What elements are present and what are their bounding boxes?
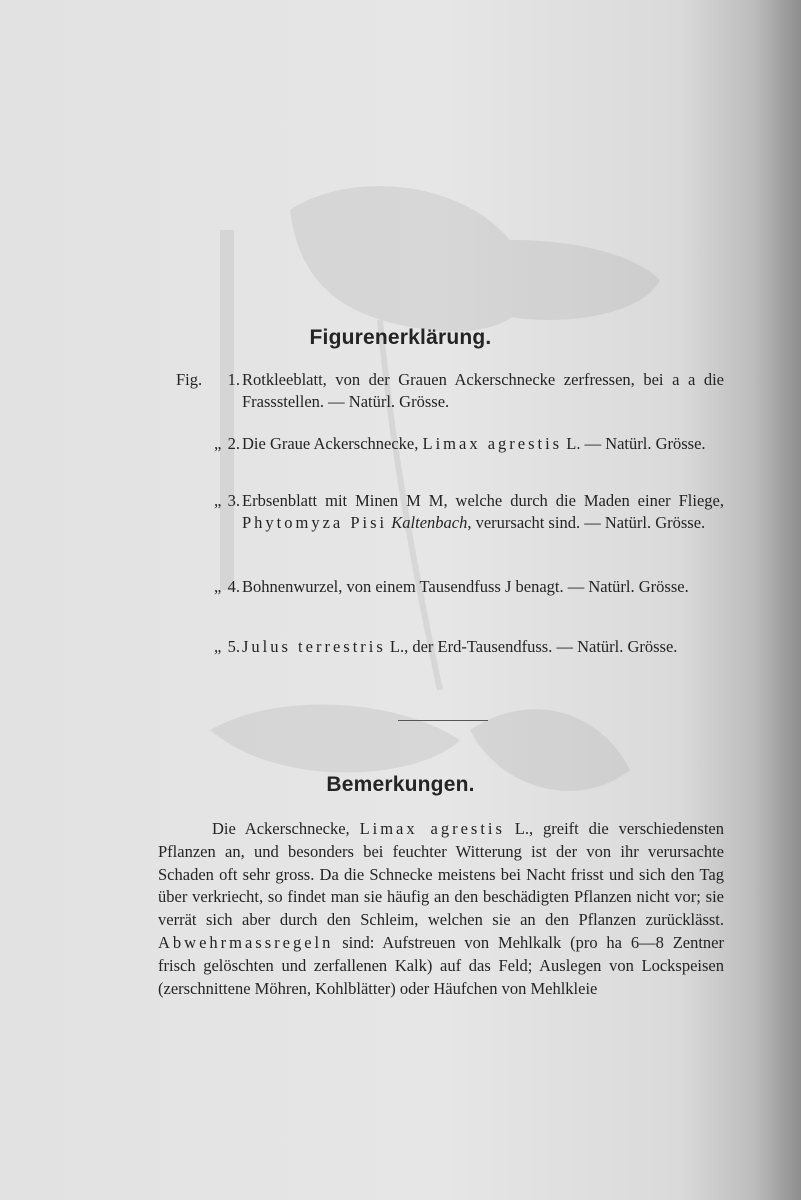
figure-number: 4. [227, 577, 240, 596]
species-name: Julus terrestris [242, 637, 386, 656]
figure-number: 1. [227, 370, 240, 389]
species-name: Phytomyza Pisi [242, 513, 388, 532]
figure-prefix: „ [214, 491, 222, 510]
figure-number: 2. [227, 434, 240, 453]
figure-caption: Erbsenblatt mit Minen M M, welche durch die Maden einer Fliege, Phytomyza Pisi Kaltenbach, verursacht sind. — Natürl. Grösse. [242, 491, 724, 532]
remarks-body [158, 818, 724, 1000]
figure-item-5 [176, 636, 724, 658]
figure-item-4 [176, 576, 724, 598]
figure-prefix: Fig. [176, 370, 203, 389]
remarks-paragraph: Die Ackerschnecke, Limax agrestis L., greift die verschiedensten Pflanzen an, und besonders bei feuchter Witterung ist der von ihr verursachte Schaden oft sehr gross. Da die Schnecke meistens bei Nacht frisst und sich den Tag über verkriecht, so findet man sie häufig an den beschädigten Pflanzen nicht vor; sie verrät sich aber durch den Schleim, welchen sie an den Pflanzen zurücklässt. Abwehrmassregeln sind: Aufstreuen von Mehlkalk (pro ha 6—8 Zentner frisch gelöschten und zerfallenen Kalk) auf das Feld; Auslegen von Lockspeisen (zerschnittene Möhren, Kohlblätter) oder Häufchen von Mehlkleie [158, 819, 725, 998]
figure-item-3 [176, 490, 724, 534]
remarks-heading: Bemerkungen. [326, 773, 475, 796]
figure-number: 5. [227, 637, 240, 656]
figure-item-1 [176, 369, 724, 413]
figure-prefix: „ [214, 434, 222, 453]
emphasis-term: Abwehrmassregeln [158, 932, 334, 952]
figures-heading: Figurenerklärung. [309, 326, 492, 349]
figure-caption: Bohnenwurzel, von einem Tausendfuss J benagt. — Natürl. Grösse. [242, 577, 689, 596]
figure-item-2 [176, 433, 724, 455]
species-name: Limax agrestis [359, 819, 505, 838]
species-name: Limax agrestis [422, 434, 563, 453]
figure-prefix: „ [214, 577, 222, 596]
figure-caption: Rotkleeblatt, von der Grauen Ackerschnecke zerfressen, bei a a die Frassstellen. — Natürl. Grösse. [242, 370, 724, 411]
section-divider [398, 720, 488, 721]
figure-prefix: „ [214, 637, 222, 656]
figure-caption: Die Graue Ackerschnecke, Limax agrestis L. — Natürl. Grösse. [242, 434, 706, 453]
author-name: Kaltenbach [391, 513, 468, 532]
figure-number: 3. [227, 491, 240, 510]
figure-caption: Julus terrestris L., der Erd-Tausendfuss. — Natürl. Grösse. [242, 637, 678, 656]
